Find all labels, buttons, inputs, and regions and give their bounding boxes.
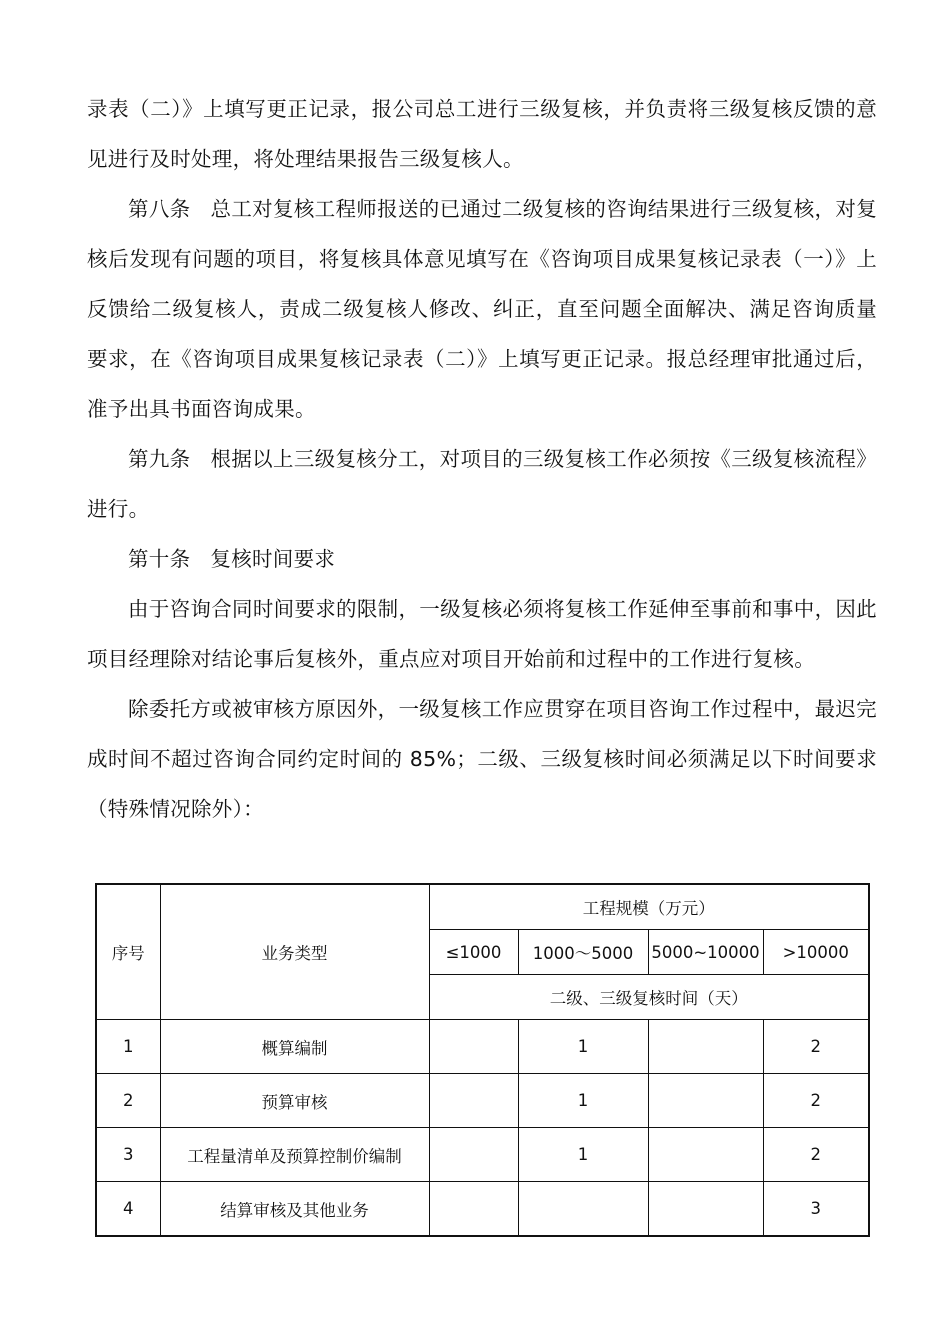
paragraph-text: 由于咨询合同时间要求的限制，一级复核必须将复核工作延伸至事前和事中，因此项目经理除对结论事后复核外，重点应对项目开始前和过程中的工作进行复核。 — [87, 597, 877, 671]
paragraph-text: 除委托方或被审核方原因外，一级复核工作应贯穿在项目咨询工作过程中，最迟完成时间不超过咨询合同约定时间的 85%；二级、三级复核时间必须满足以下时间要求（特殊情况除外）： — [87, 697, 877, 821]
scale-header: >10000 — [763, 930, 869, 975]
table-header-row — [96, 884, 869, 930]
document-body — [87, 84, 877, 834]
paragraph-text: 录表（二）》上填写更正记录，报公司总工进行三级复核，并负责将三级复核反馈的意见进行及时处理，将处理结果报告三级复核人。 — [87, 97, 877, 171]
cell-value — [429, 1020, 518, 1074]
cell-value: 3 — [763, 1182, 869, 1237]
scale-header: 5000~10000 — [648, 930, 763, 975]
cell-value — [648, 1128, 763, 1182]
scale-header: ≤1000 — [429, 930, 518, 975]
article-9 — [87, 434, 877, 534]
cell-value — [648, 1020, 763, 1074]
table-row — [96, 1182, 869, 1237]
cell-seq: 4 — [96, 1182, 160, 1237]
table-row — [96, 1020, 869, 1074]
paragraph-text: 总工对复核工程师报送的已通过二级复核的咨询结果进行三级复核，对复核后发现有问题的项目，将复核具体意见填写在《咨询项目成果复核记录表（一）》上反馈给二级复核人，责成二级复核人修改、纠正，直至问题全面解决、满足咨询质量要求，在《咨询项目成果复核记录表（二）》上填写更正记录。报总经理审批通过后，准予出具书面咨询成果。 — [87, 197, 877, 421]
paragraph — [87, 584, 877, 684]
cell-value: 2 — [763, 1074, 869, 1128]
article-number: 第十条 — [128, 547, 191, 571]
cell-type: 概算编制 — [160, 1020, 429, 1074]
review-time-table — [95, 883, 868, 1237]
cell-value — [429, 1128, 518, 1182]
cell-type: 预算审核 — [160, 1074, 429, 1128]
scale-header: 1000～5000 — [518, 930, 648, 975]
cell-value — [648, 1182, 763, 1237]
cell-value — [429, 1182, 518, 1237]
cell-value — [429, 1074, 518, 1128]
header-business-type: 业务类型 — [160, 884, 429, 1020]
cell-value — [648, 1074, 763, 1128]
header-review-time: 二级、三级复核时间（天） — [429, 975, 869, 1020]
article-number: 第九条 — [128, 447, 191, 471]
cell-value: 1 — [518, 1074, 648, 1128]
table-row — [96, 1128, 869, 1182]
header-seq: 序号 — [96, 884, 160, 1020]
paragraph — [87, 84, 877, 184]
table-row — [96, 1074, 869, 1128]
cell-value — [518, 1182, 648, 1237]
cell-value: 1 — [518, 1128, 648, 1182]
cell-type: 工程量清单及预算控制价编制 — [160, 1128, 429, 1182]
article-10 — [87, 534, 877, 584]
article-8 — [87, 184, 877, 434]
paragraph — [87, 684, 877, 834]
cell-seq: 3 — [96, 1128, 160, 1182]
header-project-scale: 工程规模（万元） — [429, 884, 869, 930]
table — [95, 883, 870, 1237]
cell-value: 1 — [518, 1020, 648, 1074]
cell-seq: 1 — [96, 1020, 160, 1074]
cell-value: 2 — [763, 1128, 869, 1182]
paragraph-text: 复核时间要求 — [210, 547, 336, 571]
cell-seq: 2 — [96, 1074, 160, 1128]
cell-value: 2 — [763, 1020, 869, 1074]
article-number: 第八条 — [128, 197, 191, 221]
paragraph-text: 根据以上三级复核分工，对项目的三级复核工作必须按《三级复核流程》进行。 — [87, 447, 877, 521]
cell-type: 结算审核及其他业务 — [160, 1182, 429, 1237]
